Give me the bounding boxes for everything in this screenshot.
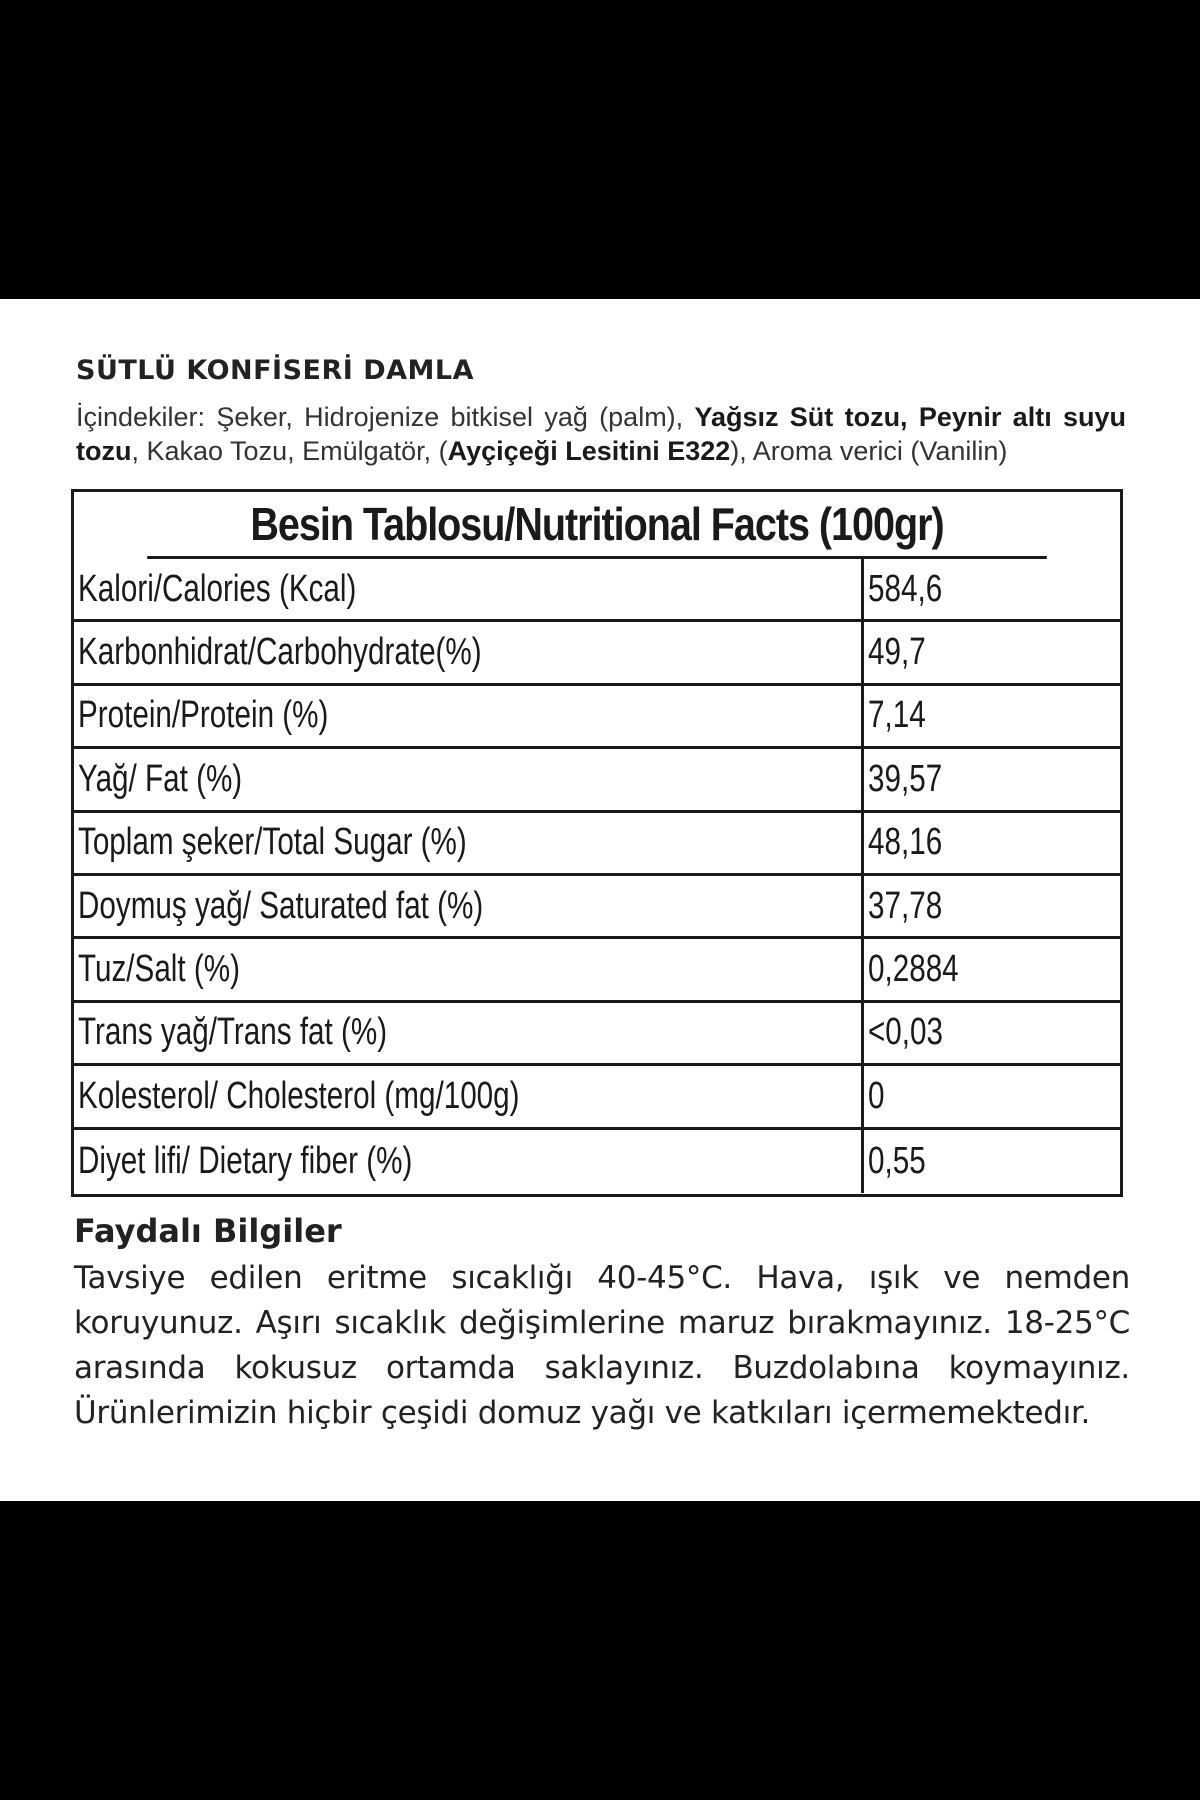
row-value-text: 7,14 [868, 694, 926, 737]
row-value-text: 584,6 [868, 567, 943, 610]
row-label-text: Kalori/Calories (Kcal) [78, 567, 357, 610]
table-row [74, 813, 1120, 876]
product-title: SÜTLÜ KONFİSERİ DAMLA [76, 355, 475, 386]
label-panel [0, 299, 1200, 1501]
row-value-text: 48,16 [868, 821, 943, 864]
row-value-text: 0 [868, 1074, 885, 1117]
ingredients-part-bold: Ayçiçeği Lesitini E322 [447, 436, 731, 466]
nutrition-table [71, 489, 1123, 1197]
row-label [74, 1003, 864, 1063]
row-value [864, 939, 1120, 999]
row-label [74, 939, 864, 999]
row-label [74, 622, 864, 682]
top-black-band [0, 0, 1200, 299]
table-row [74, 622, 1120, 685]
bottom-black-band [0, 1501, 1200, 1800]
info-text: Tavsiye edilen eritme sıcaklığı 40-45°C. Hava, ışık ve nemden koruyunuz. Aşırı sıcaklık değişimlerine maruz bırakmayınız. 18-25°C arasında kokusuz ortamda saklayınız. Buzdolabına koymayınız. Ürünlerimizin hiçbir çeşidi domuz yağı ve katkıları içermemektedır. [74, 1260, 1130, 1431]
row-label [74, 1066, 864, 1126]
ingredients-part-bold: Yağsız Süt tozu, Peynir altı suyu tozu [76, 402, 1126, 466]
table-row [74, 939, 1120, 1002]
table-row [74, 749, 1120, 812]
row-label-text: Kolesterol/ Cholesterol (mg/100g) [78, 1074, 520, 1117]
ingredients-part: , Kakao Tozu, Emülgatör, ( [131, 436, 448, 466]
ingredients-part: İçindekiler: Şeker, Hidrojenize bitkisel yağ (palm), [76, 402, 695, 432]
row-label [74, 876, 864, 936]
row-value [864, 1130, 1120, 1193]
row-value-text: 49,7 [868, 631, 926, 674]
row-value [864, 622, 1120, 682]
row-label [74, 559, 864, 619]
row-value-text: 0,55 [868, 1139, 926, 1182]
nutrition-table-title: Besin Tablosu/Nutritional Facts (100gr) [147, 492, 1047, 559]
row-label [74, 686, 864, 746]
row-label-text: Toplam şeker/Total Sugar (%) [78, 821, 467, 864]
row-value-text: 0,2884 [868, 948, 959, 991]
row-label-text: Doymuş yağ/ Saturated fat (%) [78, 884, 484, 927]
row-value [864, 876, 1120, 936]
row-label-text: Diyet lifi/ Dietary fiber (%) [78, 1139, 413, 1182]
row-label [74, 749, 864, 809]
row-value [864, 1003, 1120, 1063]
table-row [74, 1003, 1120, 1066]
nutrition-table-rows [74, 559, 1120, 1193]
row-value [864, 686, 1120, 746]
row-label-text: Tuz/Salt (%) [78, 948, 240, 991]
row-label [74, 1130, 864, 1193]
row-label-text: Karbonhidrat/Carbohydrate(%) [78, 631, 482, 674]
row-value [864, 813, 1120, 873]
ingredients-text [76, 400, 1126, 468]
table-row [74, 1066, 1120, 1129]
table-row [74, 686, 1120, 749]
row-label-text: Yağ/ Fat (%) [78, 757, 243, 800]
row-value-text: <0,03 [868, 1011, 944, 1054]
row-label-text: Protein/Protein (%) [78, 694, 329, 737]
info-heading: Faydalı Bilgiler [74, 1212, 342, 1250]
row-value [864, 749, 1120, 809]
row-label [74, 813, 864, 873]
row-value [864, 1066, 1120, 1126]
table-row [74, 559, 1120, 622]
ingredients-part: ), Aroma verici (Vanilin) [730, 436, 1008, 466]
row-value-text: 39,57 [868, 757, 943, 800]
row-label-text: Trans yağ/Trans fat (%) [78, 1011, 388, 1054]
row-value-text: 37,78 [868, 884, 943, 927]
table-row [74, 1130, 1120, 1193]
table-row [74, 876, 1120, 939]
row-value [864, 559, 1120, 619]
